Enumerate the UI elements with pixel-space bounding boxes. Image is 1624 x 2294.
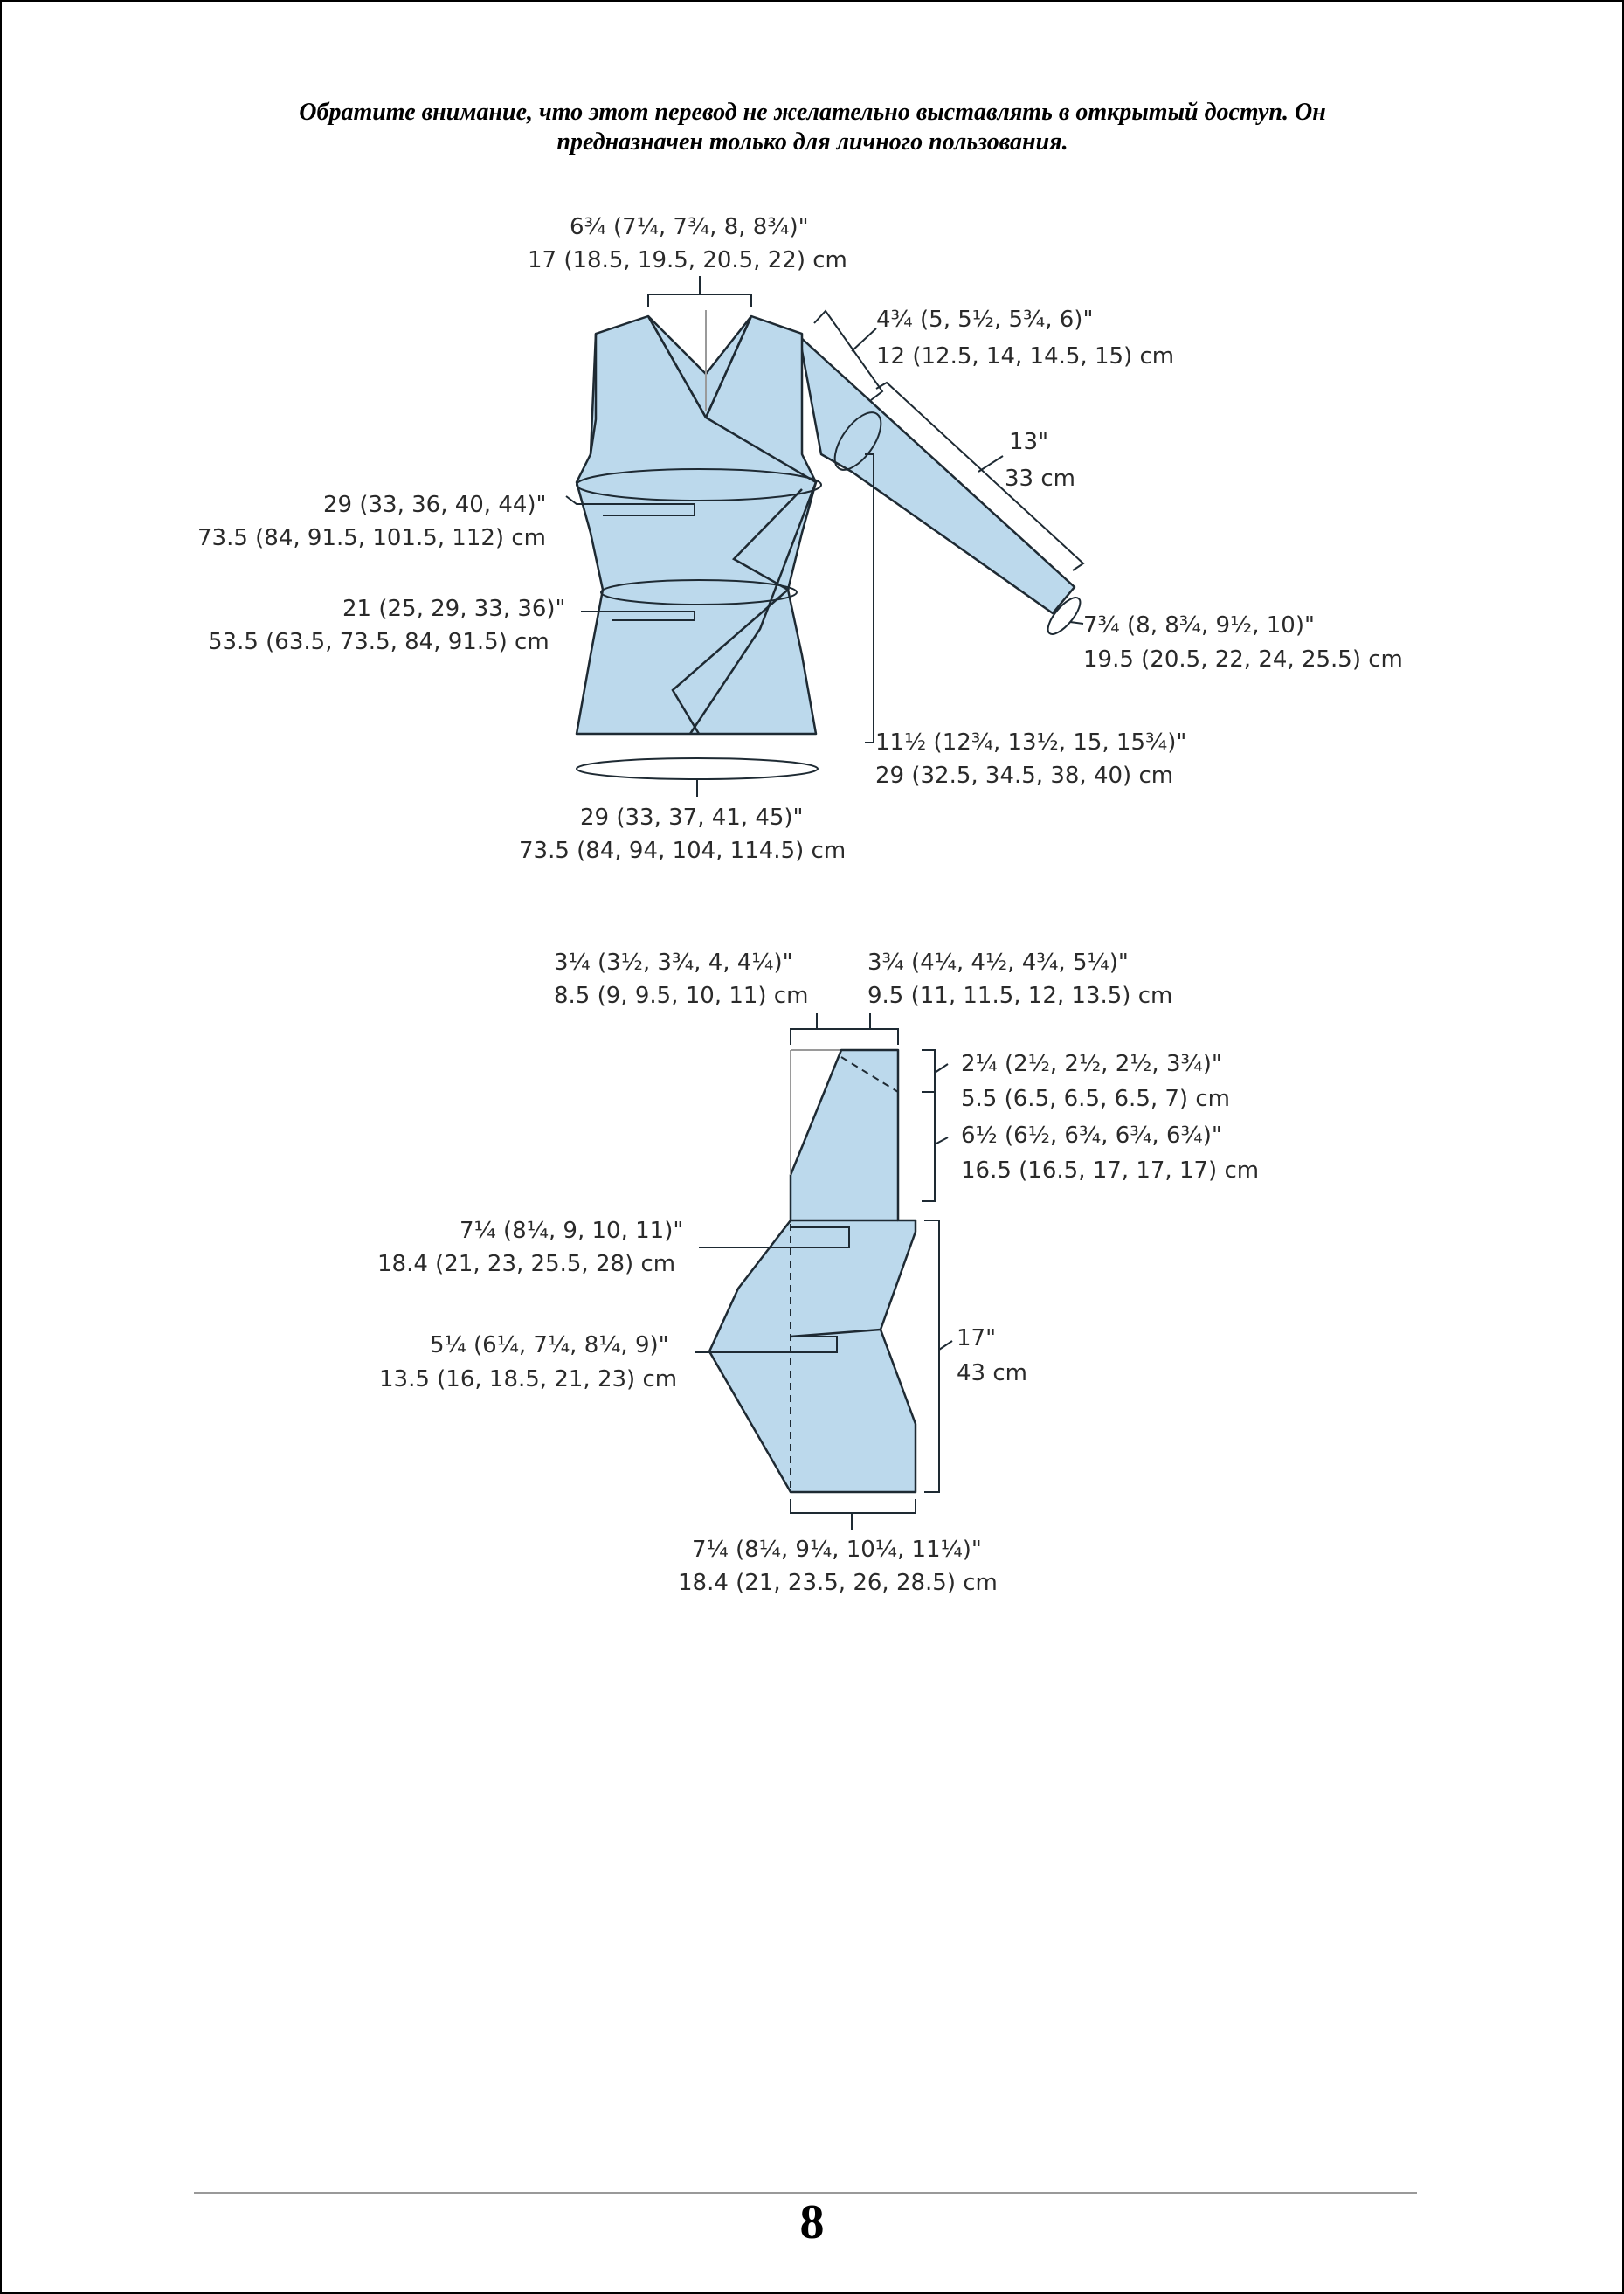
waist-label-in: 21 (25, 29, 33, 36)"	[342, 596, 566, 622]
front-shoulder-slope-label-in: 2¼ (2½, 2½, 2½, 3¾)"	[961, 1051, 1222, 1077]
upper-arm-leader	[865, 454, 874, 743]
length-bracket	[924, 1220, 939, 1492]
hip-ellipse	[577, 758, 818, 779]
bust-label-cm: 73.5 (84, 91.5, 101.5, 112) cm	[197, 525, 546, 551]
front-length-label-in: 17"	[957, 1325, 997, 1351]
back-neck-label-in: 6¾ (7¼, 7¾, 8, 8¾)"	[570, 214, 809, 240]
length-leader	[939, 1341, 952, 1350]
armhole-depth-label-in: 4¾ (5, 5½, 5¾, 6)"	[876, 307, 1094, 333]
armhole-bracket	[922, 1092, 935, 1201]
armhole-depth-label-cm: 12 (12.5, 14, 14.5, 15) cm	[876, 343, 1175, 370]
front-waist-label-cm: 13.5 (16, 18.5, 21, 23) cm	[379, 1366, 678, 1392]
upper-arm-label-cm: 29 (32.5, 34.5, 38, 40) cm	[875, 763, 1174, 789]
front-schematic	[377, 950, 1259, 1596]
body-schematic	[197, 214, 1403, 864]
page-number: 8	[799, 2195, 825, 2249]
front-bust-label-in: 7¼ (8¼, 9, 10, 11)"	[460, 1218, 684, 1244]
cuff-label-cm: 19.5 (20.5, 22, 24, 25.5) cm	[1083, 646, 1403, 673]
hip-label-cm: 73.5 (84, 94, 104, 114.5) cm	[519, 838, 847, 864]
front-shoulder-label-in: 3¼ (3½, 3¾, 4, 4¼)"	[554, 950, 793, 976]
front-hem-label-cm: 18.4 (21, 23.5, 26, 28.5) cm	[678, 1570, 998, 1596]
sleeve-length-label-in: 13"	[1009, 429, 1049, 455]
back-neck-label-cm: 17 (18.5, 19.5, 20.5, 22) cm	[528, 247, 847, 273]
front-armhole-label-in: 6½ (6½, 6¾, 6¾, 6¾)"	[961, 1123, 1222, 1149]
front-armhole-label-cm: 16.5 (16.5, 17, 17, 17) cm	[961, 1157, 1260, 1184]
upper-arm-label-in: 11½ (12¾, 13½, 15, 15¾)"	[875, 729, 1187, 756]
hip-label-in: 29 (33, 37, 41, 45)"	[580, 805, 804, 831]
body-shape	[577, 316, 816, 734]
notice-line-1: Обратите внимание, что этот перевод не желательно выставлять в открытый доступ. Он	[299, 99, 1326, 126]
front-length-label-cm: 43 cm	[957, 1360, 1027, 1386]
front-neck-label-in: 3¾ (4¼, 4½, 4¾, 5¼)"	[867, 950, 1129, 976]
shoulder-slope-leader	[935, 1064, 948, 1073]
sleeve-length-leader	[978, 456, 1003, 472]
front-bust-label-cm: 18.4 (21, 23, 25.5, 28) cm	[377, 1251, 676, 1277]
front-hem-label-in: 7¼ (8¼, 9¼, 10¼, 11¼)"	[692, 1537, 982, 1563]
front-neck-label-cm: 9.5 (11, 11.5, 12, 13.5) cm	[867, 983, 1173, 1009]
cuff-leader	[1070, 622, 1083, 624]
sleeve-length-label-cm: 33 cm	[1005, 466, 1075, 492]
shoulder-bracket	[791, 1029, 841, 1045]
bust-label-in: 29 (33, 36, 40, 44)"	[323, 492, 547, 518]
hem-bracket	[791, 1499, 916, 1513]
armhole-depth-leader	[852, 328, 876, 351]
shoulder-slope-bracket	[922, 1050, 935, 1092]
neck-bracket	[841, 1029, 898, 1045]
back-neck-bracket	[648, 294, 751, 307]
front-shoulder-slope-label-cm: 5.5 (6.5, 6.5, 6.5, 7) cm	[961, 1086, 1230, 1112]
front-piece-shape	[709, 1050, 916, 1492]
footer-divider	[194, 2192, 1417, 2194]
armhole-leader	[935, 1137, 948, 1144]
front-waist-label-in: 5¼ (6¼, 7¼, 8¼, 9)"	[430, 1332, 669, 1358]
cuff-label-in: 7¾ (8, 8¾, 9½, 10)"	[1083, 612, 1315, 639]
waist-label-cm: 53.5 (63.5, 73.5, 84, 91.5) cm	[208, 629, 549, 655]
front-shoulder-label-cm: 8.5 (9, 9.5, 10, 11) cm	[554, 983, 809, 1009]
notice-line-2: предназначен только для личного пользования.	[556, 128, 1068, 155]
